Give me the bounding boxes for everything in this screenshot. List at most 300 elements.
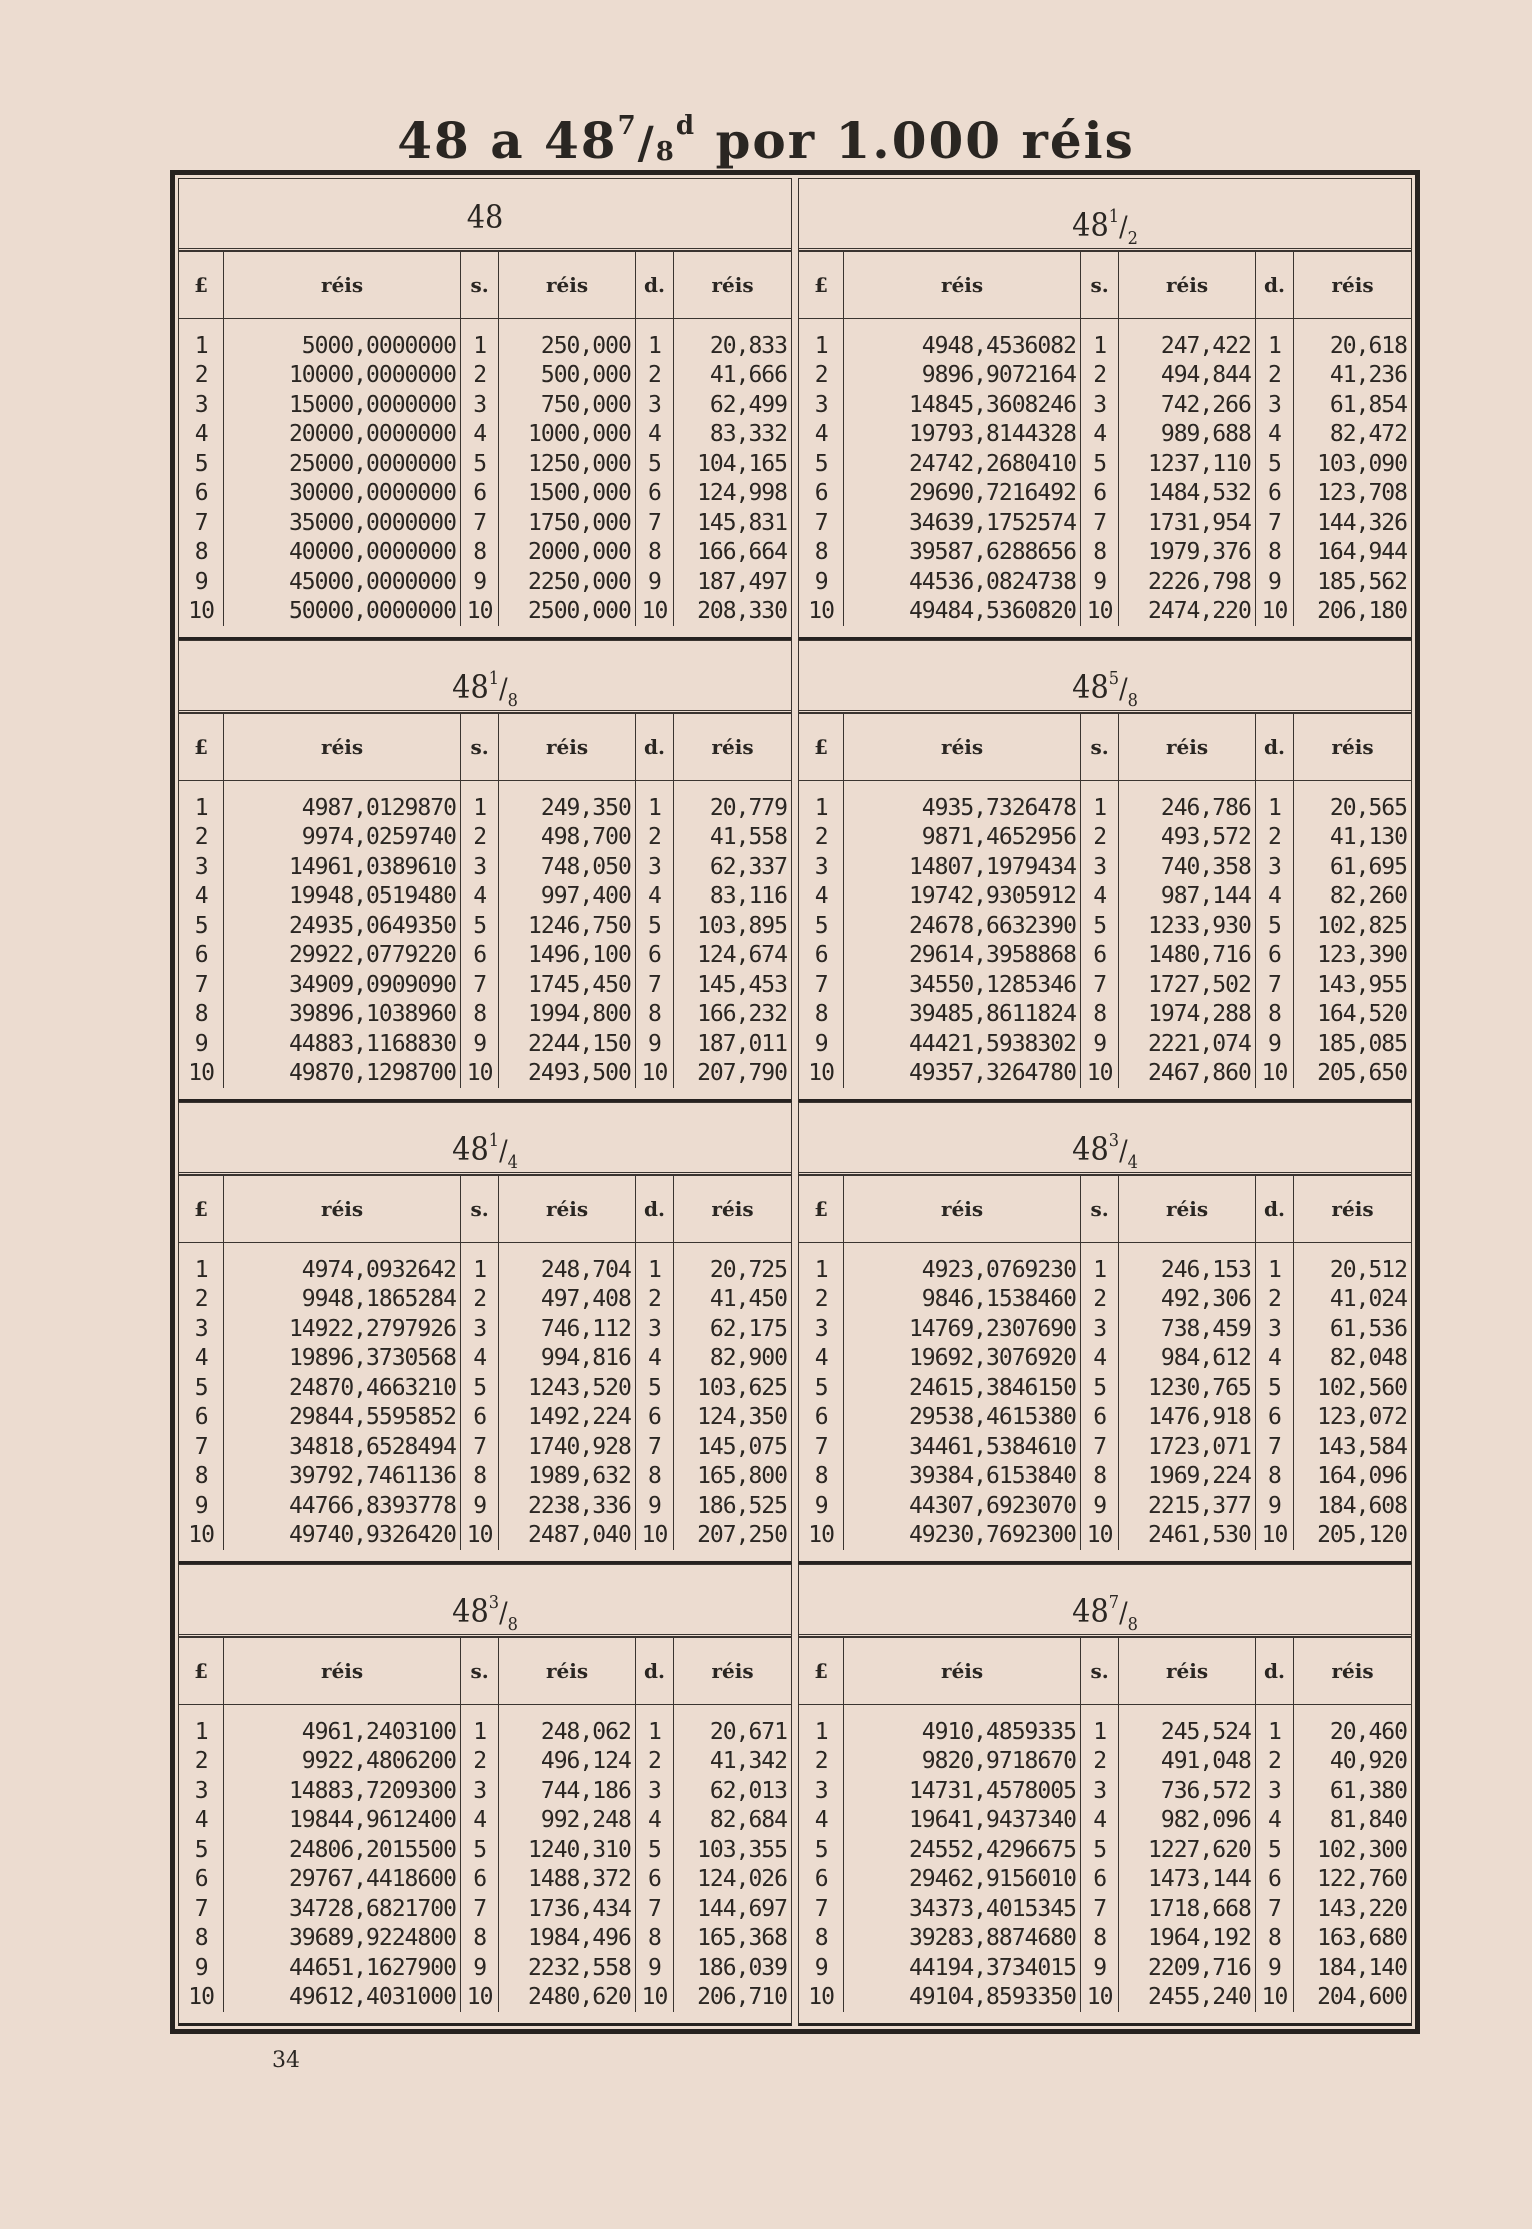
row-number: 1 bbox=[460, 319, 498, 361]
pound-value: 9846,1538460 bbox=[844, 1285, 1081, 1315]
rate-heading: $48^3/_8$ bbox=[179, 1565, 791, 1637]
pence-value: 166,232 bbox=[674, 1000, 791, 1030]
shilling-value: 500,000 bbox=[499, 361, 635, 391]
row-number: 8 bbox=[194, 1925, 208, 1952]
pence-value: 124,998 bbox=[674, 479, 791, 509]
rate-table-grid bbox=[799, 1175, 1411, 1550]
pence-value: 102,825 bbox=[1294, 911, 1411, 941]
row-number: 1 bbox=[1255, 781, 1293, 823]
row-number: 2 bbox=[194, 824, 208, 851]
row-number: 10 bbox=[1255, 1521, 1293, 1551]
table-row bbox=[179, 420, 791, 450]
shilling-value: 1750,000 bbox=[499, 508, 635, 538]
pence-value: 166,664 bbox=[674, 538, 791, 568]
shilling-value: 1250,000 bbox=[499, 449, 635, 479]
row-number: 3 bbox=[1255, 390, 1293, 420]
pound-value: 29538,4615380 bbox=[844, 1403, 1081, 1433]
rate-whole: 48 bbox=[1072, 668, 1109, 706]
col-header-pound: £ bbox=[799, 714, 844, 781]
row-number: 2 bbox=[1255, 1285, 1293, 1315]
rate-numerator: 3 bbox=[1108, 1130, 1120, 1151]
shilling-value: 1989,632 bbox=[499, 1462, 635, 1492]
table-row bbox=[799, 1344, 1411, 1374]
row-number: 4 bbox=[1080, 882, 1118, 912]
row-number: 1 bbox=[460, 1705, 498, 1747]
row-number: 3 bbox=[460, 1314, 498, 1344]
shilling-value: 2500,000 bbox=[499, 597, 635, 627]
row-number: 8 bbox=[1080, 538, 1118, 568]
row-number: 3 bbox=[460, 1776, 498, 1806]
rate-denominator: 8 bbox=[1127, 1614, 1138, 1635]
rate-whole: 48 bbox=[466, 198, 504, 236]
table-row bbox=[179, 508, 791, 538]
pence-value: 163,680 bbox=[1294, 1924, 1411, 1954]
col-header-reis: réis bbox=[224, 252, 461, 319]
row-number: 2 bbox=[1080, 1747, 1118, 1777]
row-number: 5 bbox=[194, 912, 208, 939]
pence-value: 41,342 bbox=[674, 1747, 791, 1777]
pound-value: 4961,2403100 bbox=[224, 1705, 461, 1747]
shilling-value: 246,153 bbox=[1119, 1243, 1255, 1285]
rate-table-grid bbox=[179, 251, 791, 626]
row-number: 4 bbox=[1080, 1806, 1118, 1836]
pence-value: 20,779 bbox=[674, 781, 791, 823]
row-number: 2 bbox=[194, 362, 208, 389]
pound-value: 49612,4031000 bbox=[224, 1983, 461, 2013]
rate-table bbox=[798, 1102, 1412, 1564]
row-number: 10 bbox=[635, 1983, 673, 2013]
row-number: 3 bbox=[814, 1315, 828, 1342]
pound-value: 39792,7461136 bbox=[224, 1462, 461, 1492]
pence-value: 124,674 bbox=[674, 941, 791, 971]
row-number: 8 bbox=[814, 1463, 828, 1490]
pound-value: 44883,1168830 bbox=[224, 1029, 461, 1059]
shilling-value: 1230,765 bbox=[1119, 1373, 1255, 1403]
row-number: 2 bbox=[460, 1285, 498, 1315]
row-number: 9 bbox=[460, 567, 498, 597]
shilling-value: 994,816 bbox=[499, 1344, 635, 1374]
pence-value: 185,562 bbox=[1294, 567, 1411, 597]
shilling-value: 1233,930 bbox=[1119, 911, 1255, 941]
table-row bbox=[799, 1285, 1411, 1315]
rate-heading bbox=[179, 179, 791, 251]
row-number: 1 bbox=[1080, 1243, 1118, 1285]
pound-value: 44194,3734015 bbox=[844, 1953, 1081, 1983]
row-number: 2 bbox=[460, 1747, 498, 1777]
row-number: 1 bbox=[814, 1256, 828, 1283]
table-row bbox=[179, 1894, 791, 1924]
row-number: 2 bbox=[460, 361, 498, 391]
pence-value: 103,625 bbox=[674, 1373, 791, 1403]
shilling-value: 1492,224 bbox=[499, 1403, 635, 1433]
shilling-value: 1000,000 bbox=[499, 420, 635, 450]
pound-value: 14731,4578005 bbox=[844, 1776, 1081, 1806]
row-number: 4 bbox=[194, 883, 208, 910]
table-row bbox=[799, 1865, 1411, 1895]
shilling-value: 1484,532 bbox=[1119, 479, 1255, 509]
row-number: 3 bbox=[1080, 852, 1118, 882]
row-number: 9 bbox=[194, 568, 208, 595]
row-number: 6 bbox=[1255, 479, 1293, 509]
pence-value: 20,833 bbox=[674, 319, 791, 361]
col-header-shillings: s. bbox=[460, 714, 498, 781]
row-number: 3 bbox=[635, 1314, 673, 1344]
table-row bbox=[179, 1059, 791, 1089]
col-header-shillings: s. bbox=[1080, 252, 1118, 319]
pound-value: 19692,3076920 bbox=[844, 1344, 1081, 1374]
shilling-value: 1723,071 bbox=[1119, 1432, 1255, 1462]
col-header-pence: d. bbox=[1255, 714, 1293, 781]
row-number: 1 bbox=[814, 794, 828, 821]
col-header-reis: réis bbox=[224, 714, 461, 781]
row-number: 1 bbox=[194, 1256, 208, 1283]
row-number: 9 bbox=[635, 1029, 673, 1059]
shilling-value: 250,000 bbox=[499, 319, 635, 361]
rate-table-grid bbox=[799, 713, 1411, 1088]
col-header-shillings: s. bbox=[460, 252, 498, 319]
shilling-value: 246,786 bbox=[1119, 781, 1255, 823]
pound-value: 29767,4418600 bbox=[224, 1865, 461, 1895]
row-number: 9 bbox=[1080, 1953, 1118, 1983]
row-number: 6 bbox=[814, 1404, 828, 1431]
row-number: 4 bbox=[194, 421, 208, 448]
table-row bbox=[179, 1403, 791, 1433]
col-header-pound: £ bbox=[179, 252, 224, 319]
col-header-reis: réis bbox=[1294, 714, 1411, 781]
shilling-value: 987,144 bbox=[1119, 882, 1255, 912]
pence-value: 206,710 bbox=[674, 1983, 791, 2013]
shilling-value: 2232,558 bbox=[499, 1953, 635, 1983]
table-row bbox=[179, 1806, 791, 1836]
pound-value: 14845,3608246 bbox=[844, 390, 1081, 420]
rate-whole: 48 bbox=[452, 1592, 489, 1630]
shilling-value: 982,096 bbox=[1119, 1806, 1255, 1836]
row-number: 2 bbox=[1255, 1747, 1293, 1777]
rate-numerator: 7 bbox=[1108, 1592, 1120, 1613]
table-row bbox=[179, 597, 791, 627]
shilling-value: 1500,000 bbox=[499, 479, 635, 509]
table-row bbox=[179, 1491, 791, 1521]
table-row bbox=[799, 882, 1411, 912]
shilling-value: 742,266 bbox=[1119, 390, 1255, 420]
row-number: 6 bbox=[194, 480, 208, 507]
pence-value: 145,831 bbox=[674, 508, 791, 538]
row-number: 8 bbox=[460, 1000, 498, 1030]
row-number: 5 bbox=[814, 450, 828, 477]
pound-value: 29690,7216492 bbox=[844, 479, 1081, 509]
row-number: 2 bbox=[814, 824, 828, 851]
row-number: 9 bbox=[460, 1029, 498, 1059]
row-number: 7 bbox=[194, 1895, 208, 1922]
row-number: 6 bbox=[460, 1403, 498, 1433]
table-row bbox=[179, 1462, 791, 1492]
pence-value: 40,920 bbox=[1294, 1747, 1411, 1777]
table-row bbox=[799, 911, 1411, 941]
pence-value: 164,944 bbox=[1294, 538, 1411, 568]
shilling-value: 992,248 bbox=[499, 1806, 635, 1836]
row-number: 3 bbox=[194, 1777, 208, 1804]
pence-value: 41,666 bbox=[674, 361, 791, 391]
pound-value: 49104,8593350 bbox=[844, 1983, 1081, 2013]
table-row bbox=[799, 1403, 1411, 1433]
col-header-pence: d. bbox=[1255, 1176, 1293, 1243]
pound-value: 39689,9224800 bbox=[224, 1924, 461, 1954]
rate-whole: 48 bbox=[1072, 206, 1109, 244]
table-row bbox=[179, 1924, 791, 1954]
rate-table bbox=[178, 1564, 792, 2026]
row-number: 3 bbox=[460, 852, 498, 882]
row-number: 5 bbox=[1080, 911, 1118, 941]
table-row bbox=[799, 538, 1411, 568]
pound-value: 39283,8874680 bbox=[844, 1924, 1081, 1954]
col-header-pence: d. bbox=[635, 714, 673, 781]
row-number: 1 bbox=[635, 1705, 673, 1747]
row-number: 2 bbox=[1255, 361, 1293, 391]
row-number: 6 bbox=[194, 1866, 208, 1893]
row-number: 1 bbox=[814, 1718, 828, 1745]
pence-value: 186,039 bbox=[674, 1953, 791, 1983]
table-row bbox=[799, 508, 1411, 538]
table-row bbox=[179, 1953, 791, 1983]
row-number: 7 bbox=[1255, 970, 1293, 1000]
row-number: 4 bbox=[635, 1344, 673, 1374]
pound-value: 44651,1627900 bbox=[224, 1953, 461, 1983]
table-row bbox=[179, 538, 791, 568]
row-number: 10 bbox=[460, 1059, 498, 1089]
pound-value: 49230,7692300 bbox=[844, 1521, 1081, 1551]
table-row bbox=[799, 1491, 1411, 1521]
row-number: 9 bbox=[635, 567, 673, 597]
pound-value: 9896,9072164 bbox=[844, 361, 1081, 391]
pence-value: 41,024 bbox=[1294, 1285, 1411, 1315]
pence-value: 82,472 bbox=[1294, 420, 1411, 450]
row-number: 10 bbox=[1080, 1059, 1118, 1089]
row-number: 8 bbox=[814, 1925, 828, 1952]
table-row bbox=[179, 1344, 791, 1374]
shilling-value: 1496,100 bbox=[499, 941, 635, 971]
pence-value: 20,618 bbox=[1294, 319, 1411, 361]
table-row bbox=[179, 479, 791, 509]
row-number: 7 bbox=[194, 509, 208, 536]
rate-numerator: 3 bbox=[488, 1592, 500, 1613]
rate-denominator: 4 bbox=[1127, 1152, 1138, 1173]
row-number: 5 bbox=[1080, 1835, 1118, 1865]
row-number: 5 bbox=[460, 911, 498, 941]
rate-table bbox=[178, 1102, 792, 1564]
row-number: 2 bbox=[635, 1285, 673, 1315]
row-number: 1 bbox=[1255, 319, 1293, 361]
row-number: 10 bbox=[188, 1984, 214, 2011]
row-number: 4 bbox=[1255, 1344, 1293, 1374]
row-number: 1 bbox=[635, 781, 673, 823]
row-number: 7 bbox=[1080, 508, 1118, 538]
row-number: 1 bbox=[1255, 1243, 1293, 1285]
row-number: 10 bbox=[635, 1521, 673, 1551]
pence-value: 82,048 bbox=[1294, 1344, 1411, 1374]
pound-value: 19793,8144328 bbox=[844, 420, 1081, 450]
pound-value: 14961,0389610 bbox=[224, 852, 461, 882]
row-number: 4 bbox=[635, 420, 673, 450]
pound-value: 39896,1038960 bbox=[224, 1000, 461, 1030]
shilling-value: 1476,918 bbox=[1119, 1403, 1255, 1433]
pence-value: 83,332 bbox=[674, 420, 791, 450]
row-number: 9 bbox=[814, 1954, 828, 1981]
pence-value: 144,326 bbox=[1294, 508, 1411, 538]
row-number: 8 bbox=[814, 539, 828, 566]
rate-denominator: 8 bbox=[507, 690, 518, 711]
pound-value: 49870,1298700 bbox=[224, 1059, 461, 1089]
shilling-value: 2455,240 bbox=[1119, 1983, 1255, 2013]
rate-heading: $48^1/_2$ bbox=[799, 179, 1411, 251]
shilling-value: 1240,310 bbox=[499, 1835, 635, 1865]
pound-value: 4923,0769230 bbox=[844, 1243, 1081, 1285]
pound-value: 10000,0000000 bbox=[224, 361, 461, 391]
shilling-value: 2226,798 bbox=[1119, 567, 1255, 597]
pound-value: 9820,9718670 bbox=[844, 1747, 1081, 1777]
row-number: 3 bbox=[814, 853, 828, 880]
row-number: 7 bbox=[814, 1433, 828, 1460]
pound-value: 39587,6288656 bbox=[844, 538, 1081, 568]
row-number: 8 bbox=[1255, 1924, 1293, 1954]
row-number: 1 bbox=[194, 332, 208, 359]
row-number: 8 bbox=[1080, 1000, 1118, 1030]
row-number: 8 bbox=[1255, 538, 1293, 568]
row-number: 3 bbox=[1255, 852, 1293, 882]
table-row bbox=[799, 1243, 1411, 1285]
col-header-reis: réis bbox=[1119, 714, 1255, 781]
table-row bbox=[179, 970, 791, 1000]
rate-heading: $48^3/_4$ bbox=[799, 1103, 1411, 1175]
row-number: 9 bbox=[814, 1030, 828, 1057]
row-number: 10 bbox=[188, 1522, 214, 1549]
pence-value: 187,011 bbox=[674, 1029, 791, 1059]
table-row bbox=[799, 567, 1411, 597]
pound-value: 44307,6923070 bbox=[844, 1491, 1081, 1521]
row-number: 7 bbox=[1080, 970, 1118, 1000]
pound-value: 24870,4663210 bbox=[224, 1373, 461, 1403]
table-row bbox=[179, 1243, 791, 1285]
row-number: 3 bbox=[814, 391, 828, 418]
pound-value: 19948,0519480 bbox=[224, 882, 461, 912]
row-number: 6 bbox=[460, 1865, 498, 1895]
row-number: 10 bbox=[808, 1984, 834, 2011]
shilling-value: 746,112 bbox=[499, 1314, 635, 1344]
row-number: 5 bbox=[460, 1373, 498, 1403]
shilling-value: 2238,336 bbox=[499, 1491, 635, 1521]
shilling-value: 2480,620 bbox=[499, 1983, 635, 2013]
table-row bbox=[799, 449, 1411, 479]
row-number: 9 bbox=[1080, 1029, 1118, 1059]
pound-value: 29462,9156010 bbox=[844, 1865, 1081, 1895]
rate-denominator: 8 bbox=[1127, 690, 1138, 711]
pound-value: 29844,5595852 bbox=[224, 1403, 461, 1433]
shilling-value: 498,700 bbox=[499, 823, 635, 853]
pound-value: 14769,2307690 bbox=[844, 1314, 1081, 1344]
table-row bbox=[799, 1373, 1411, 1403]
col-header-shillings: s. bbox=[1080, 1176, 1118, 1243]
pence-value: 41,236 bbox=[1294, 361, 1411, 391]
rate-table bbox=[798, 1564, 1412, 2026]
pound-value: 24935,0649350 bbox=[224, 911, 461, 941]
pence-value: 103,090 bbox=[1294, 449, 1411, 479]
col-header-reis: réis bbox=[674, 714, 791, 781]
col-header-reis: réis bbox=[674, 1638, 791, 1705]
table-row bbox=[179, 1432, 791, 1462]
row-number: 5 bbox=[460, 1835, 498, 1865]
row-number: 5 bbox=[194, 450, 208, 477]
row-number: 4 bbox=[194, 1345, 208, 1372]
table-row bbox=[179, 1705, 791, 1747]
pence-value: 104,165 bbox=[674, 449, 791, 479]
row-number: 7 bbox=[194, 971, 208, 998]
rate-table bbox=[178, 178, 792, 640]
shilling-value: 1740,928 bbox=[499, 1432, 635, 1462]
shilling-value: 2467,860 bbox=[1119, 1059, 1255, 1089]
pence-value: 102,300 bbox=[1294, 1835, 1411, 1865]
pence-value: 204,600 bbox=[1294, 1983, 1411, 2013]
pound-value: 29614,3958868 bbox=[844, 941, 1081, 971]
pound-value: 4910,4859335 bbox=[844, 1705, 1081, 1747]
pence-value: 62,013 bbox=[674, 1776, 791, 1806]
table-row bbox=[799, 420, 1411, 450]
table-row bbox=[179, 941, 791, 971]
row-number: 6 bbox=[460, 479, 498, 509]
row-number: 8 bbox=[635, 1924, 673, 1954]
col-header-pound: £ bbox=[179, 1176, 224, 1243]
pound-value: 4948,4536082 bbox=[844, 319, 1081, 361]
pound-value: 24615,3846150 bbox=[844, 1373, 1081, 1403]
row-number: 5 bbox=[1255, 1373, 1293, 1403]
page-number: 34 bbox=[272, 2048, 300, 2073]
table-row bbox=[179, 449, 791, 479]
row-number: 7 bbox=[635, 1894, 673, 1924]
row-number: 5 bbox=[194, 1374, 208, 1401]
row-number: 6 bbox=[1255, 941, 1293, 971]
row-number: 10 bbox=[188, 598, 214, 625]
row-number: 1 bbox=[635, 319, 673, 361]
col-header-reis: réis bbox=[1294, 252, 1411, 319]
row-number: 1 bbox=[1080, 781, 1118, 823]
row-number: 8 bbox=[1255, 1462, 1293, 1492]
shilling-value: 2474,220 bbox=[1119, 597, 1255, 627]
row-number: 4 bbox=[1255, 1806, 1293, 1836]
table-row bbox=[799, 1059, 1411, 1089]
row-number: 5 bbox=[1255, 1835, 1293, 1865]
col-header-reis: réis bbox=[499, 1638, 635, 1705]
col-header-pound: £ bbox=[179, 1638, 224, 1705]
table-row bbox=[179, 781, 791, 823]
table-row bbox=[179, 319, 791, 361]
row-number: 2 bbox=[194, 1286, 208, 1313]
col-header-pence: d. bbox=[635, 252, 673, 319]
row-number: 3 bbox=[1080, 1314, 1118, 1344]
shilling-value: 493,572 bbox=[1119, 823, 1255, 853]
row-number: 10 bbox=[1255, 1059, 1293, 1089]
table-row bbox=[799, 970, 1411, 1000]
pence-value: 143,955 bbox=[1294, 970, 1411, 1000]
row-number: 10 bbox=[808, 1060, 834, 1087]
shilling-value: 1731,954 bbox=[1119, 508, 1255, 538]
pound-value: 49357,3264780 bbox=[844, 1059, 1081, 1089]
table-row bbox=[179, 1314, 791, 1344]
rate-table-grid bbox=[179, 1175, 791, 1550]
pence-value: 184,608 bbox=[1294, 1491, 1411, 1521]
shilling-value: 247,422 bbox=[1119, 319, 1255, 361]
table-row bbox=[799, 781, 1411, 823]
pence-value: 205,120 bbox=[1294, 1521, 1411, 1551]
row-number: 10 bbox=[1255, 597, 1293, 627]
col-header-pence: d. bbox=[1255, 252, 1293, 319]
